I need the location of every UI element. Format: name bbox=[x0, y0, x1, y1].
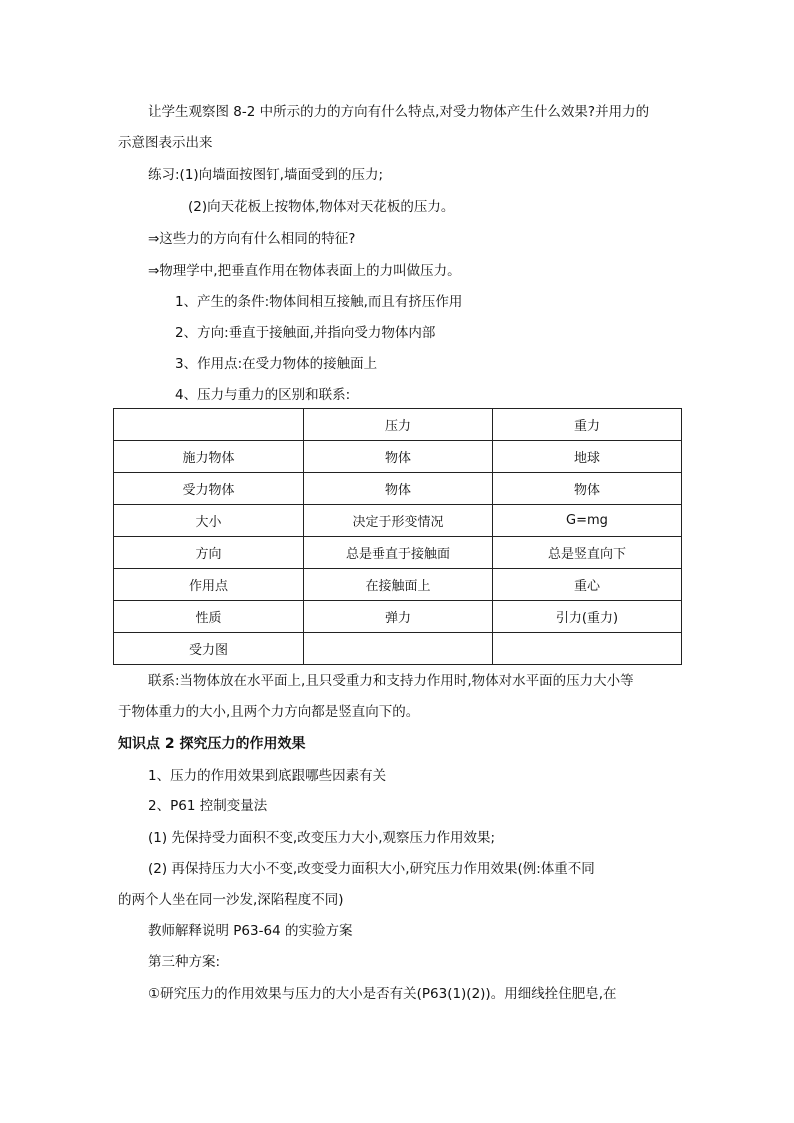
table-row bbox=[114, 473, 682, 505]
table-row bbox=[114, 633, 682, 665]
table-cell: 总是垂直于接触面 bbox=[304, 537, 493, 569]
table-cell: 性质 bbox=[114, 601, 304, 633]
arrow-definition: ⇒物理学中,把垂直作用在物体表面上的力叫做压力。 bbox=[148, 263, 461, 279]
table-cell: 物体 bbox=[493, 473, 682, 505]
table-cell: 施力物体 bbox=[114, 441, 304, 473]
teacher-note: 教师解释说明 P63-64 的实验方案 bbox=[148, 923, 353, 939]
table-cell: G=mg bbox=[493, 505, 682, 537]
section-item-1: 1、压力的作用效果到底跟哪些因素有关 bbox=[148, 768, 387, 784]
link-paragraph-line2: 于物体重力的大小,且两个力方向都是竖直向下的。 bbox=[118, 704, 420, 720]
table-header-row bbox=[114, 409, 682, 441]
table-cell: 物体 bbox=[304, 441, 493, 473]
paragraph-intro-line1: 让学生观察图 8-2 中所示的力的方向有什么特点,对受力物体产生什么效果?并用力的 bbox=[148, 104, 650, 120]
table-row bbox=[114, 601, 682, 633]
third-plan-label: 第三种方案: bbox=[148, 954, 221, 970]
exercise-2: (2)向天花板上按物体,物体对天花板的压力。 bbox=[188, 199, 455, 215]
exercise-1: 练习:(1)向墙面按图钉,墙面受到的压力; bbox=[148, 167, 384, 183]
table-row bbox=[114, 569, 682, 601]
table-cell: 大小 bbox=[114, 505, 304, 537]
table-header-cell: 压力 bbox=[304, 409, 493, 441]
table-cell: 引力(重力) bbox=[493, 601, 682, 633]
table-header-cell bbox=[114, 409, 304, 441]
table-cell: 物体 bbox=[304, 473, 493, 505]
list-item-comparison: 4、压力与重力的区别和联系: bbox=[175, 387, 351, 403]
table-cell: 决定于形变情况 bbox=[304, 505, 493, 537]
link-paragraph-line1: 联系:当物体放在水平面上,且只受重力和支持力作用时,物体对水平面的压力大小等 bbox=[148, 673, 634, 689]
table-cell: 受力物体 bbox=[114, 473, 304, 505]
list-item-direction: 2、方向:垂直于接触面,并指向受力物体内部 bbox=[175, 325, 436, 341]
table-cell: 总是竖直向下 bbox=[493, 537, 682, 569]
table-header-cell: 重力 bbox=[493, 409, 682, 441]
section-heading: 知识点 2 探究压力的作用效果 bbox=[118, 736, 306, 752]
table-row bbox=[114, 505, 682, 537]
section-subitem-2-line1: (2) 再保持压力大小不变,改变受力面积大小,研究压力作用效果(例:体重不同 bbox=[148, 861, 595, 877]
arrow-question: ⇒这些力的方向有什么相同的特征? bbox=[148, 231, 356, 247]
section-subitem-2-line2: 的两个人坐在同一沙发,深陷程度不同) bbox=[118, 892, 344, 908]
section-subitem-1: (1) 先保持受力面积不变,改变压力大小,观察压力作用效果; bbox=[148, 830, 496, 846]
table-cell: 作用点 bbox=[114, 569, 304, 601]
list-item-point: 3、作用点:在受力物体的接触面上 bbox=[175, 356, 378, 372]
table-row bbox=[114, 537, 682, 569]
table-cell: 弹力 bbox=[304, 601, 493, 633]
table-cell: 方向 bbox=[114, 537, 304, 569]
table-cell: 地球 bbox=[493, 441, 682, 473]
table-cell bbox=[493, 633, 682, 665]
section-item-2: 2、P61 控制变量法 bbox=[148, 798, 268, 814]
table-cell: 重心 bbox=[493, 569, 682, 601]
third-plan-item-1: ①研究压力的作用效果与压力的大小是否有关(P63(1)(2))。用细线拴住肥皂,在 bbox=[148, 986, 617, 1002]
table-cell: 受力图 bbox=[114, 633, 304, 665]
list-item-condition: 1、产生的条件:物体间相互接触,而且有挤压作用 bbox=[175, 294, 463, 310]
comparison-table bbox=[113, 408, 682, 665]
table-cell: 在接触面上 bbox=[304, 569, 493, 601]
table-cell bbox=[304, 633, 493, 665]
paragraph-intro-line2: 示意图表示出来 bbox=[118, 135, 213, 151]
table-row bbox=[114, 441, 682, 473]
